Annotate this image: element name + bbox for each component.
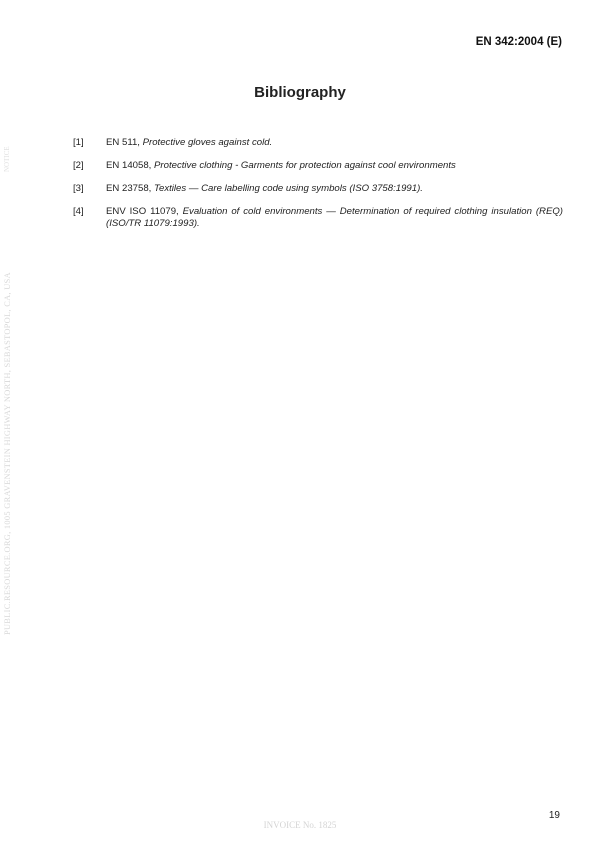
- reference-list: [73, 137, 563, 241]
- reference-item: [73, 183, 563, 195]
- reference-title: Evaluation of cold environments — Determination of required clothing insulation (REQ) (ISO/TR 11079:1993).: [106, 206, 563, 229]
- reference-number: [4]: [73, 206, 84, 217]
- reference-title: Textiles — Care labelling code using symbols (ISO 3758:1991).: [154, 183, 423, 194]
- page-title: Bibliography: [254, 84, 346, 101]
- reference-text: [106, 206, 563, 230]
- reference-number: [3]: [73, 183, 84, 194]
- side-watermark: PUBLIC.RESOURCE.ORG, 1005 GRAVENSTEIN HIGHWAY NORTH, SEBASTOPOL, CA, USA: [3, 272, 12, 635]
- document-id: EN 342:2004 (E): [475, 36, 562, 48]
- page-number: 19: [548, 810, 560, 821]
- reference-number: [2]: [73, 160, 84, 171]
- reference-item: [73, 206, 563, 230]
- reference-code: ENV ISO 11079,: [106, 206, 179, 217]
- reference-item: [73, 160, 563, 172]
- reference-text: [106, 183, 563, 195]
- reference-text: [106, 137, 563, 149]
- reference-code: EN 14058,: [106, 160, 152, 171]
- reference-code: EN 511,: [106, 137, 140, 148]
- reference-text: [106, 160, 563, 172]
- reference-item: [73, 137, 563, 149]
- reference-number: [1]: [73, 137, 84, 148]
- reference-title: Protective gloves against cold.: [142, 137, 273, 148]
- reference-title: Protective clothing - Garments for protection against cool environments: [154, 160, 456, 171]
- reference-code: EN 23758,: [106, 183, 152, 194]
- bottom-watermark: INVOICE No. 1825: [263, 820, 337, 830]
- side-watermark-mark: NOTICE: [3, 146, 11, 172]
